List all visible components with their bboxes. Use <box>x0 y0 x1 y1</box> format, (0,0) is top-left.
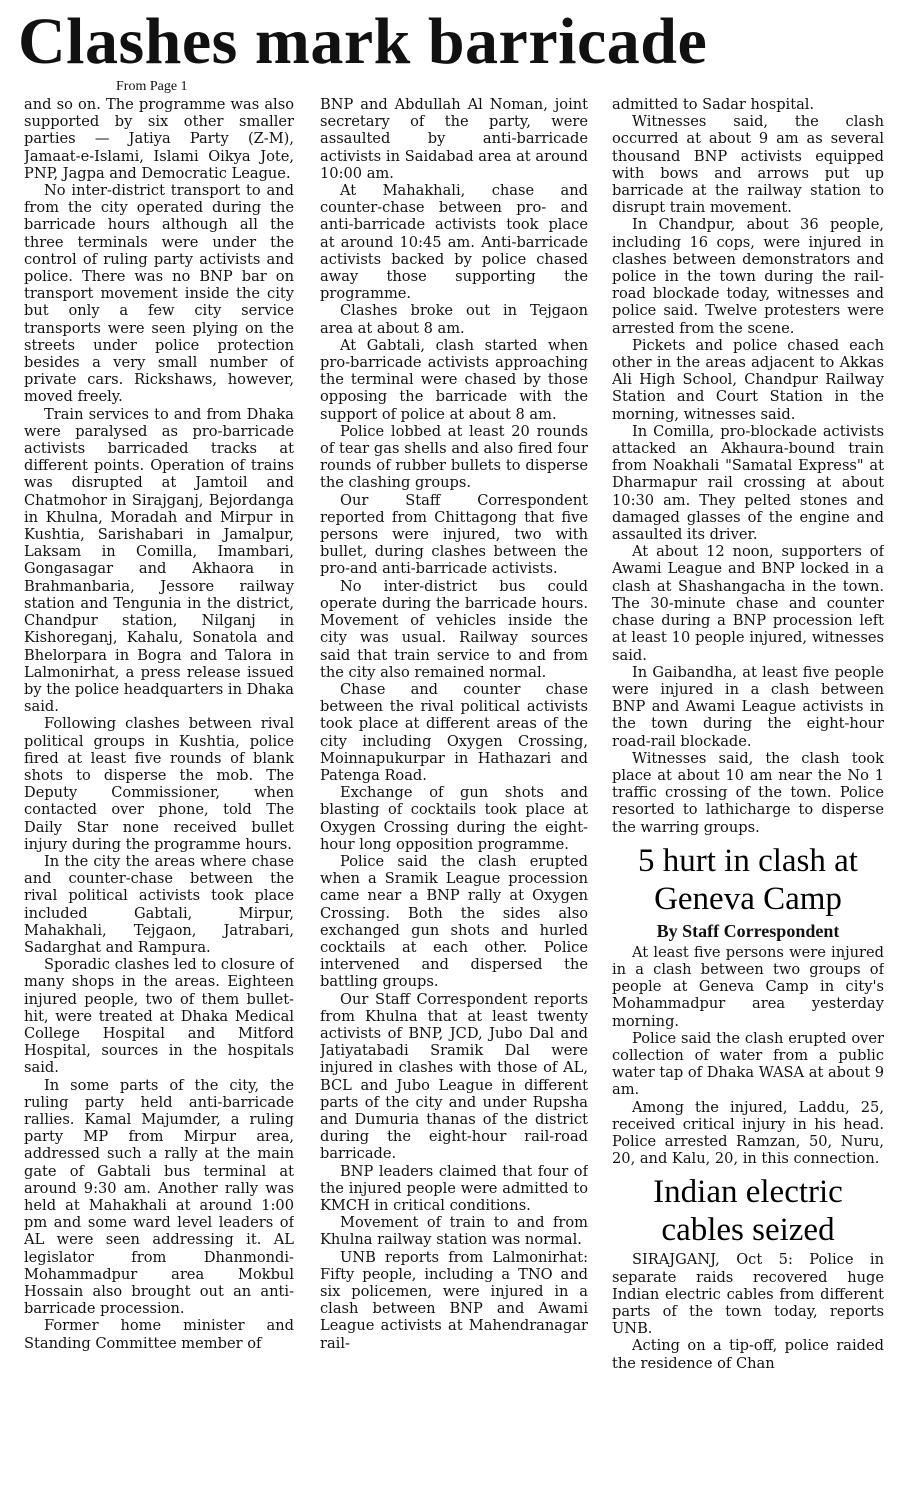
paragraph: At Mahakhali, chase and counter-chase between pro- and anti-barricade activists took place at around 10:45 am. Anti-barricade activists backed by police chased away those supporting the programme. <box>320 182 588 303</box>
paragraph: SIRAJGANJ, Oct 5: Police in separate raids recovered huge Indian electric cables from different parts of the town today, reports UNB. <box>612 1251 884 1338</box>
story2-byline: By Staff Correspondent <box>656 920 840 941</box>
paragraph: Our Staff Correspondent reports from Khulna that at least twenty activists of BNP, JCD, Jubo Dal and Jatiyatabadi Sramik Dal were injured in clashes with those of AL, BCL and Jubo League in different parts of the city and under Rupsha and Dumuria thanas of the district during the eight-hour rail-road barricade. <box>320 990 588 1163</box>
column-1 <box>24 96 294 1494</box>
paragraph: Our Staff Correspondent reported from Chittagong that five persons were injured, two with bullet, during clashes between the pro-and anti-barricade activists. <box>320 491 588 578</box>
paragraph: BNP leaders claimed that four of the injured people were admitted to KMCH in critical conditions. <box>320 1162 588 1214</box>
paragraph: Following clashes between rival political groups in Kushtia, police fired at least five rounds of blank shots to disperse the mob. The Deputy Commissioner, when contacted over phone, told The Daily Star none received bullet injury during the programme hours. <box>24 715 294 853</box>
column-2 <box>320 96 588 1494</box>
paragraph: In Comilla, pro-blockade activists attacked an Akhaura-bound train from Noakhali "Samatal Express" at Dharmapur rail crossing at about 10:30 am. They pelted stones and damaged glasses of the engine and assaulted its driver. <box>612 422 884 544</box>
headline: Clashes mark barricade <box>18 5 708 78</box>
paragraph: In Gaibandha, at least five people were injured in a clash between BNP and Awami League activists in the town during the eight-hour road-rail blockade. <box>612 663 884 750</box>
paragraph: Witnesses said, the clash took place at about 10 am near the No 1 traffic crossing of the town. Police resorted to lathicharge to disperse the warring groups. <box>612 749 884 836</box>
paragraph: Police said the clash erupted when a Sramik League procession came near a BNP rally at Oxygen Crossing. Both the sides also exchanged gun shots and hurled cocktails at each other. Police intervened and dispersed the battling groups. <box>320 852 588 991</box>
continuation-note: From Page 1 <box>116 79 188 94</box>
paragraph: Movement of train to and from Khulna railway station was normal. <box>320 1214 588 1249</box>
paragraph: In Chandpur, about 36 people, including 16 cops, were injured in clashes between demonstrators and police in the town during the rail-road blockade today, witnesses and police said. Twelve protesters were arrested from the scene. <box>612 216 884 337</box>
paragraph: Among the injured, Laddu, 25, received critical injury in his head. Police arrested Ramzan, 50, Nuru, 20, and Kalu, 20, in this connection. <box>612 1098 884 1168</box>
paragraph: Former home minister and Standing Committee member of <box>24 1317 294 1352</box>
paragraph: At about 12 noon, supporters of Awami League and BNP locked in a clash at Shashangacha in the town. The 30-minute chase and counter chase during a BNP procession left at least 10 people injured, witnesses said. <box>612 543 884 664</box>
story3-headline: Indian electric cables seized <box>653 1174 843 1249</box>
paragraph: At least five persons were injured in a clash between two groups of people at Geneva Camp in city's Mohammadpur area yesterday morning. <box>612 943 884 1030</box>
paragraph: No inter-district bus could operate during the barricade hours. Movement of vehicles inside the city was usual. Railway sources said that train service to and from the city also remained normal. <box>320 577 588 681</box>
column-3 <box>612 96 884 1494</box>
story2-headline: 5 hurt in clash at Geneva Camp <box>638 842 858 917</box>
paragraph: In some parts of the city, the ruling party held anti-barricade rallies. Kamal Majumder, a ruling party MP from Mirpur area, addressed such a rally at the main gate of Gabtali bus terminal at around 9:30 am. Another rally was held at Mahakhali at around 1:00 pm and some ward level leaders of AL were seen addressing it. AL legislator from Dhanmondi-Mohammadpur area Mokbul Hossain also brought out an anti-barricade procession. <box>24 1076 294 1318</box>
paragraph: Exchange of gun shots and blasting of cocktails took place at Oxygen Crossing during the eight-hour long opposition programme. <box>320 784 588 853</box>
paragraph: Clashes broke out in Tejgaon area at about 8 am. <box>320 302 588 337</box>
paragraph: Chase and counter chase between the rival political activists took place at different areas of the city including Oxygen Crossing, Moinnapukurpar in Hathazari and Patenga Road. <box>320 680 588 784</box>
paragraph: In the city the areas where chase and counter-chase between the rival political activists took place included Gabtali, Mirpur, Mahakhali, Tejgaon, Jatrabari, Sadarghat and Rampura. <box>24 852 294 956</box>
paragraph: At Gabtali, clash started when pro-barricade activists approaching the terminal were chased by those opposing the barricade with the support of police at about 8 am. <box>320 336 588 423</box>
paragraph: Witnesses said, the clash occurred at about 9 am as several thousand BNP activists equipped with bows and arrows put up barricade at the railway station to disrupt train movement. <box>612 113 884 217</box>
paragraph: BNP and Abdullah Al Noman, joint secretary of the party, were assaulted by anti-barricade activists in Saidabad area at around 10:00 am. <box>320 96 588 182</box>
paragraph: admitted to Sadar hospital. <box>612 96 815 113</box>
paragraph: Sporadic clashes led to closure of many shops in the areas. Eighteen injured people, two of them bullet-hit, were treated at Dhaka Medical College Hospital and Mitford Hospital, sources in the hospitals said. <box>24 956 294 1077</box>
paragraph: Acting on a tip-off, police raided the residence of Chan <box>612 1337 884 1372</box>
paragraph: Police lobbed at least 20 rounds of tear gas shells and also fired four rounds of rubber bullets to disperse the clashing groups. <box>320 422 588 492</box>
paragraph: and so on. The programme was also supported by six other smaller parties — Jatiya Party (Z-M), Jamaat-e-Islami, Islami Oikya Jote, PNP, Jagpa and Democratic League. <box>24 96 294 182</box>
paragraph: No inter-district transport to and from the city operated during the barricade hours although all the three terminals were under the control of ruling party activists and police. There was no BNP bar on transport movement inside the city but only a few city service transports were seen plying on the streets under police protection besides a very small number of private cars. Rickshaws, however, moved freely. <box>24 182 294 406</box>
paragraph: Pickets and police chased each other in the areas adjacent to Akkas Ali High School, Chandpur Railway Station and Court Station in the morning, witnesses said. <box>612 336 884 423</box>
paragraph: Police said the clash erupted over collection of water from a public water tap of Dhaka WASA at about 9 am. <box>612 1029 884 1099</box>
paragraph: Train services to and from Dhaka were paralysed as pro-barricade activists barricaded tracks at different points. Operation of trains was disrupted at Jamtoil and Chatmohor in Sirajganj, Bejordanga in Khulna, Moradah and Mirpur in Kushtia, Sarishabari in Jamalpur, Laksam in Comilla, Imambari, Gongasagar and Akhaora in Brahmanbaria, Jessore railway station and Tengunia in the district, Chandpur station, Nilganj in Kishoreganj, Kahalu, Sonatola and Bhelorpara in Bogra and Talora in Lalmonirhat, a press release issued by the police headquarters in Dhaka said. <box>24 405 294 716</box>
paragraph: UNB reports from Lalmonirhat: Fifty people, including a TNO and six policemen, were injured in a clash between BNP and Awami League activists at Mahendranagar rail- <box>320 1248 588 1352</box>
